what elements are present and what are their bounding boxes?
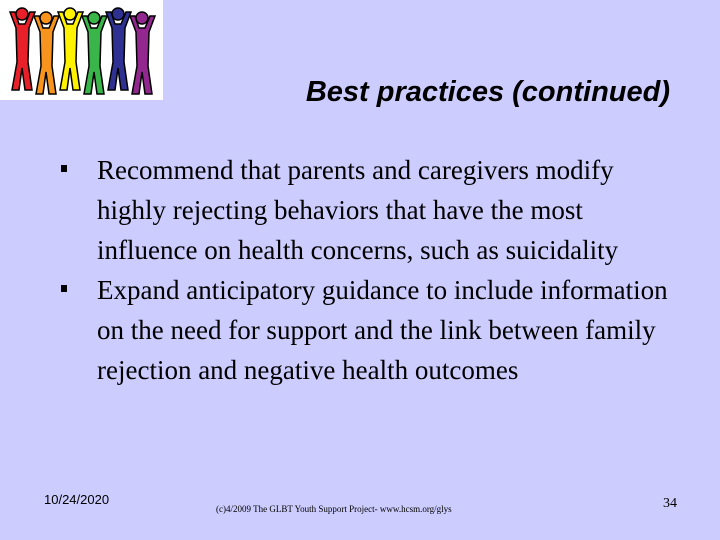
person-figure-icon bbox=[10, 8, 35, 90]
bullet-text: Recommend that parents and caregivers modify highly rejecting behaviors that have the most influence on health concerns, such as suicidality bbox=[97, 155, 619, 265]
person-figure-icon bbox=[34, 12, 59, 94]
person-figure-icon bbox=[58, 8, 83, 90]
bullet-item-2 bbox=[0, 270, 700, 390]
person-figure-icon bbox=[106, 8, 131, 90]
person-figure-icon bbox=[130, 12, 155, 94]
rainbow-people-logo-icon bbox=[0, 0, 163, 100]
logo bbox=[0, 0, 163, 100]
square-bullet-icon bbox=[61, 285, 67, 292]
bullet-text: Expand anticipatory guidance to include information on the need for support and the link between family rejection and negative health outcomes bbox=[97, 275, 668, 385]
person-figure-icon bbox=[82, 12, 107, 94]
bullet-list bbox=[0, 150, 700, 390]
square-bullet-icon bbox=[61, 165, 67, 172]
footer-date: 10/24/2020 bbox=[44, 492, 110, 507]
bullet-item-1 bbox=[0, 150, 700, 270]
page-number: 34 bbox=[663, 496, 677, 511]
slide-title: Best practices (continued) bbox=[305, 76, 670, 108]
footer-copyright: (c)4/2009 The GLBT Youth Support Project- www.hcsm.org/glys bbox=[216, 504, 452, 514]
